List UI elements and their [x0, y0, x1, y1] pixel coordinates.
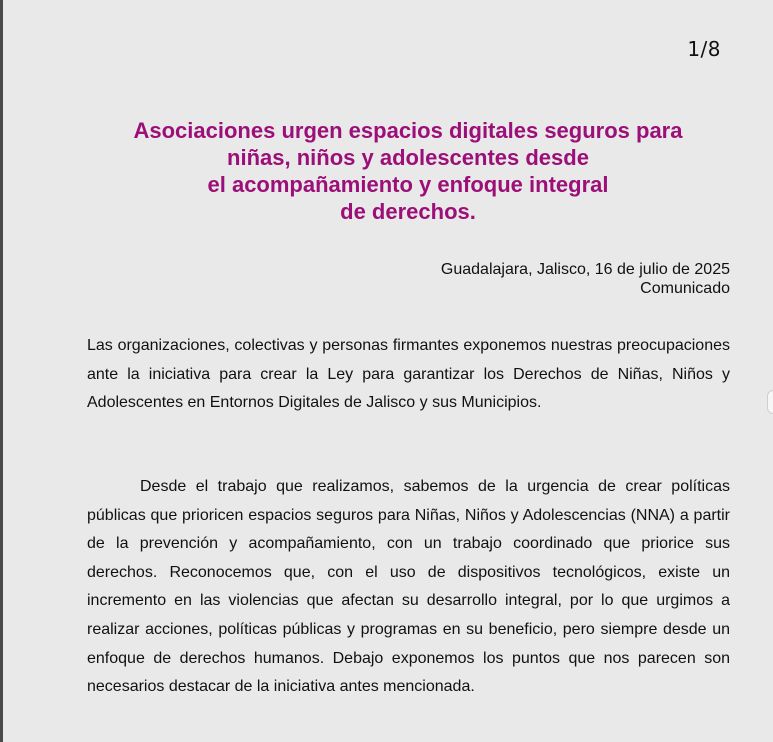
- title-line: el acompañamiento y enfoque integral: [207, 172, 609, 197]
- place-date: Guadalajara, Jalisco, 16 de julio de 2025: [440, 261, 730, 278]
- title-line: de derechos.: [340, 199, 476, 224]
- document-page: [3, 0, 773, 742]
- document-title: [63, 117, 753, 225]
- body-paragraph: Desde el trabajo que realizamos, sabemos de la urgencia de crear políticas públicas que prioricen espacios seguros para Niñas, Niños y Adolescencias (NNA) a partir de la prevención y acompañamiento, con un trabajo coordinado que priorice sus derechos. Reconocemos que, con el uso de dispositivos tecnológicos, existe un incremento en las violencias que afectan su desarrollo integral, por lo que urgimos a realizar acciones, políticas públicas y programas en su beneficio, pero siempre desde un enfoque de derechos humanos. Debajo exponemos los puntos que nos parecen son necesarios destacar de la iniciativa antes mencionada.: [87, 478, 730, 696]
- dateline: [441, 260, 730, 298]
- scroll-handle[interactable]: [767, 390, 773, 414]
- body-paragraph: Las organizaciones, colectivas y personas firmantes exponemos nuestras preocupaciones ante la iniciativa para crear la Ley para garantizar los Derechos de Niñas, Niños y Adolescentes en Entornos Digitales de Jalisco y sus Municipios.: [87, 337, 730, 412]
- page-number: 1/8: [687, 37, 721, 61]
- document-type: Comunicado: [640, 280, 730, 297]
- title-line: Asociaciones urgen espacios digitales seguros para: [133, 118, 683, 143]
- title-line: niñas, niños y adolescentes desde: [227, 145, 589, 170]
